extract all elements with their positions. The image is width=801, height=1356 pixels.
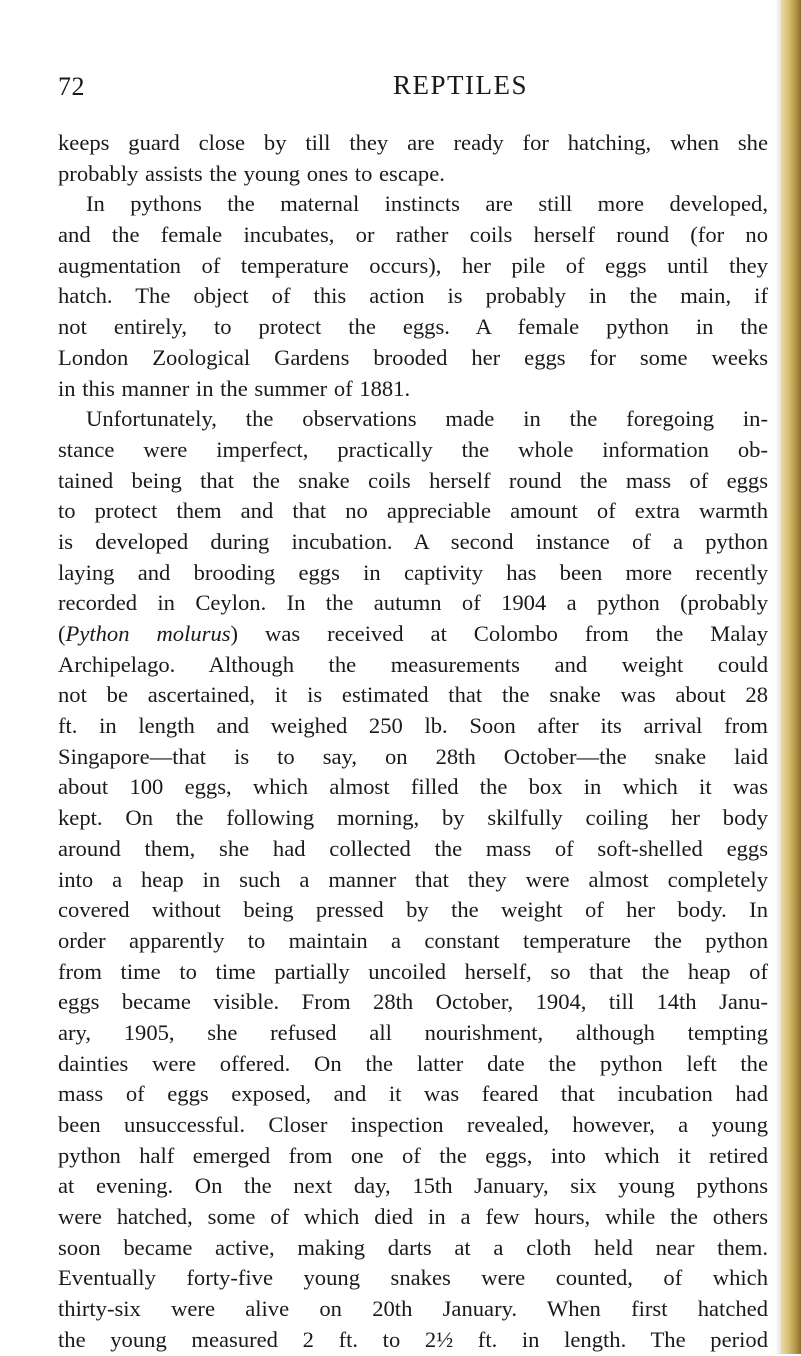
text-line: eggs became visible. From 28th October, 1904, till 14th Janu- — [58, 989, 768, 1015]
text-line: Unfortunately, the observations made in the foregoing in- — [86, 406, 768, 432]
text-line: Singapore—that is to say, on 28th October—the snake laid — [58, 743, 768, 769]
text-line: dainties were offered. On the latter date the python left the — [58, 1050, 768, 1076]
text-line: kept. On the following morning, by skilfully coiling her body — [58, 805, 768, 831]
text-line: not be ascertained, it is estimated that the snake was about 28 — [58, 682, 768, 708]
text-line: probably assists the young ones to escape. — [58, 160, 445, 186]
text-line: to protect them and that no appreciable amount of extra warmth — [58, 498, 768, 524]
text-line: python half emerged from one of the eggs, into which it retired — [58, 1142, 768, 1168]
text-line: not entirely, to protect the eggs. A female python in the — [58, 314, 768, 340]
text-line — [58, 619, 768, 650]
running-head: REPTILES — [393, 70, 529, 100]
text-line: were hatched, some of which died in a few hours, while the others — [58, 1204, 768, 1230]
text-line: ary, 1905, she refused all nourishment, although tempting — [58, 1019, 768, 1045]
text-line: London Zoological Gardens brooded her eggs for some weeks — [58, 344, 768, 370]
text-line: hatch. The object of this action is probably in the main, if — [58, 283, 768, 309]
text-line: been unsuccessful. Closer inspection revealed, however, a young — [58, 1112, 768, 1137]
text-line: soon became active, making darts at a cloth held near them. — [58, 1234, 768, 1260]
text-line: tained being that the snake coils herself round the mass of eggs — [58, 467, 768, 493]
page-number: 72 — [58, 72, 85, 101]
species-name: Python molurus — [65, 621, 231, 646]
text-line: Eventually forty-five young snakes were counted, of which — [58, 1265, 768, 1291]
text-line: mass of eggs exposed, and it was feared that incubation had — [58, 1081, 768, 1107]
text-line: the young measured 2 ft. to 2½ ft. in length. The period — [58, 1326, 768, 1352]
text-line: and the female incubates, or rather coils herself round (for no — [58, 222, 768, 248]
text-line: stance were imperfect, practically the whole information ob- — [58, 436, 768, 462]
text-line: recorded in Ceylon. In the autumn of 1904 a python (probably — [58, 590, 768, 616]
text-line: thirty-six were alive on 20th January. When first hatched — [58, 1296, 768, 1322]
text-line: covered without being pressed by the weight of her body. In — [58, 897, 768, 923]
text-line: In pythons the maternal instincts are still more developed, — [86, 191, 768, 217]
text-line: laying and brooding eggs in captivity has been more recently — [58, 559, 768, 585]
text-line: at evening. On the next day, 15th January, six young pythons — [58, 1173, 768, 1199]
text-line: Archipelago. Although the measurements and weight could — [58, 651, 768, 677]
text-line: augmentation of temperature occurs), her pile of eggs until they — [58, 252, 768, 278]
text-line: about 100 eggs, which almost filled the box in which it was — [58, 774, 768, 800]
body-text — [58, 128, 768, 1356]
text-line: order apparently to maintain a constant temperature the python — [58, 927, 768, 953]
text-line: keeps guard close by till they are ready for hatching, when she — [58, 130, 768, 155]
text-line: in this manner in the summer of 1881. — [58, 375, 411, 401]
text-line: around them, she had collected the mass of soft-shelled eggs — [58, 835, 768, 861]
text-line-prefix: ( — [58, 621, 66, 646]
text-line-rest: ) was received at Colombo from the Malay — [230, 621, 768, 646]
text-line: from time to time partially uncoiled herself, so that the heap of — [58, 958, 768, 984]
text-line: ft. in length and weighed 250 lb. Soon after its arrival from — [58, 713, 768, 739]
text-line: is developed during incubation. A second instance of a python — [58, 528, 768, 554]
text-line: into a heap in such a manner that they were almost completely — [58, 866, 768, 892]
page-header — [58, 70, 718, 110]
page-gilt-edge — [781, 0, 801, 1354]
